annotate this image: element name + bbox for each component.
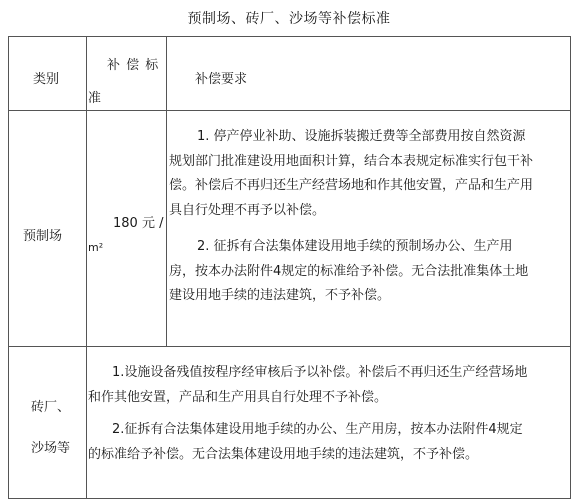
text-line: 1.设施设备残值按程序经审核后予以补偿。补偿后不再归还生产经营场地 — [112, 365, 528, 380]
header-standard-cell — [87, 37, 167, 111]
text-line: 2. 征拆有合法集体建设用地手续的预制场办公、生产用 — [197, 239, 513, 254]
row1-category: 预制场 — [23, 229, 63, 244]
header-standard-line2: 准 — [88, 91, 102, 106]
row1-standard-line2: m² — [88, 241, 104, 254]
row1-requirements-cell — [167, 111, 571, 347]
text-line: 的标准给予补偿。无合法集体建设用地手续的违法建筑，不予补偿。 — [88, 446, 479, 462]
row1-requirements — [169, 125, 568, 309]
header-category-cell — [9, 37, 87, 111]
table-row — [9, 347, 571, 499]
text-line: 2.征拆有合法集体建设用地手续的办公、生产用房，按本办法附件4规定 — [112, 422, 523, 437]
text-line: 建设用地手续的违法建筑，不予补偿。 — [169, 288, 391, 303]
row1-category-cell — [9, 111, 87, 347]
text-line: 房，按本办法附件4规定的标准给予补偿。无合法批准集体土地 — [169, 263, 529, 279]
row1-standard-cell — [87, 111, 167, 347]
text-line: 具自行处理不再予以补偿。 — [169, 202, 326, 218]
row2-requirements-cell — [87, 347, 571, 499]
row1-standard-line1: 180 元 / — [113, 216, 164, 231]
table-row — [9, 111, 571, 347]
row2-paragraph-2 — [88, 418, 568, 467]
row2-paragraph-1 — [88, 361, 568, 410]
row2-requirements — [88, 361, 568, 467]
compensation-table — [8, 36, 571, 499]
row1-paragraph-2 — [169, 235, 568, 309]
text-line: 偿。补偿后不再归还生产经营场地和作其他安置，产品和生产用 — [169, 178, 534, 193]
header-requirements: 补偿要求 — [195, 72, 248, 87]
row2-category-line1: 砖厂、 — [31, 400, 71, 415]
header-requirements-cell — [167, 37, 571, 111]
table-header-row — [9, 37, 571, 111]
header-standard-line1: 补 偿 标 — [107, 58, 160, 73]
header-category: 类别 — [33, 72, 60, 87]
row2-category-line2: 沙场等 — [31, 441, 71, 456]
text-line: 1. 停产停业补助、设施拆装搬迁费等全部费用按自然资源 — [197, 129, 526, 144]
row2-category-cell — [9, 347, 87, 499]
row1-paragraph-1 — [169, 125, 568, 223]
page-title: 预制场、砖厂、沙场等补偿标准 — [187, 11, 391, 27]
text-line: 和作其他安置，产品和生产用具自行处理不予补偿。 — [88, 389, 388, 405]
text-line: 规划部门批准建设用地面积计算，结合本表规定标准实行包干补 — [169, 153, 534, 169]
